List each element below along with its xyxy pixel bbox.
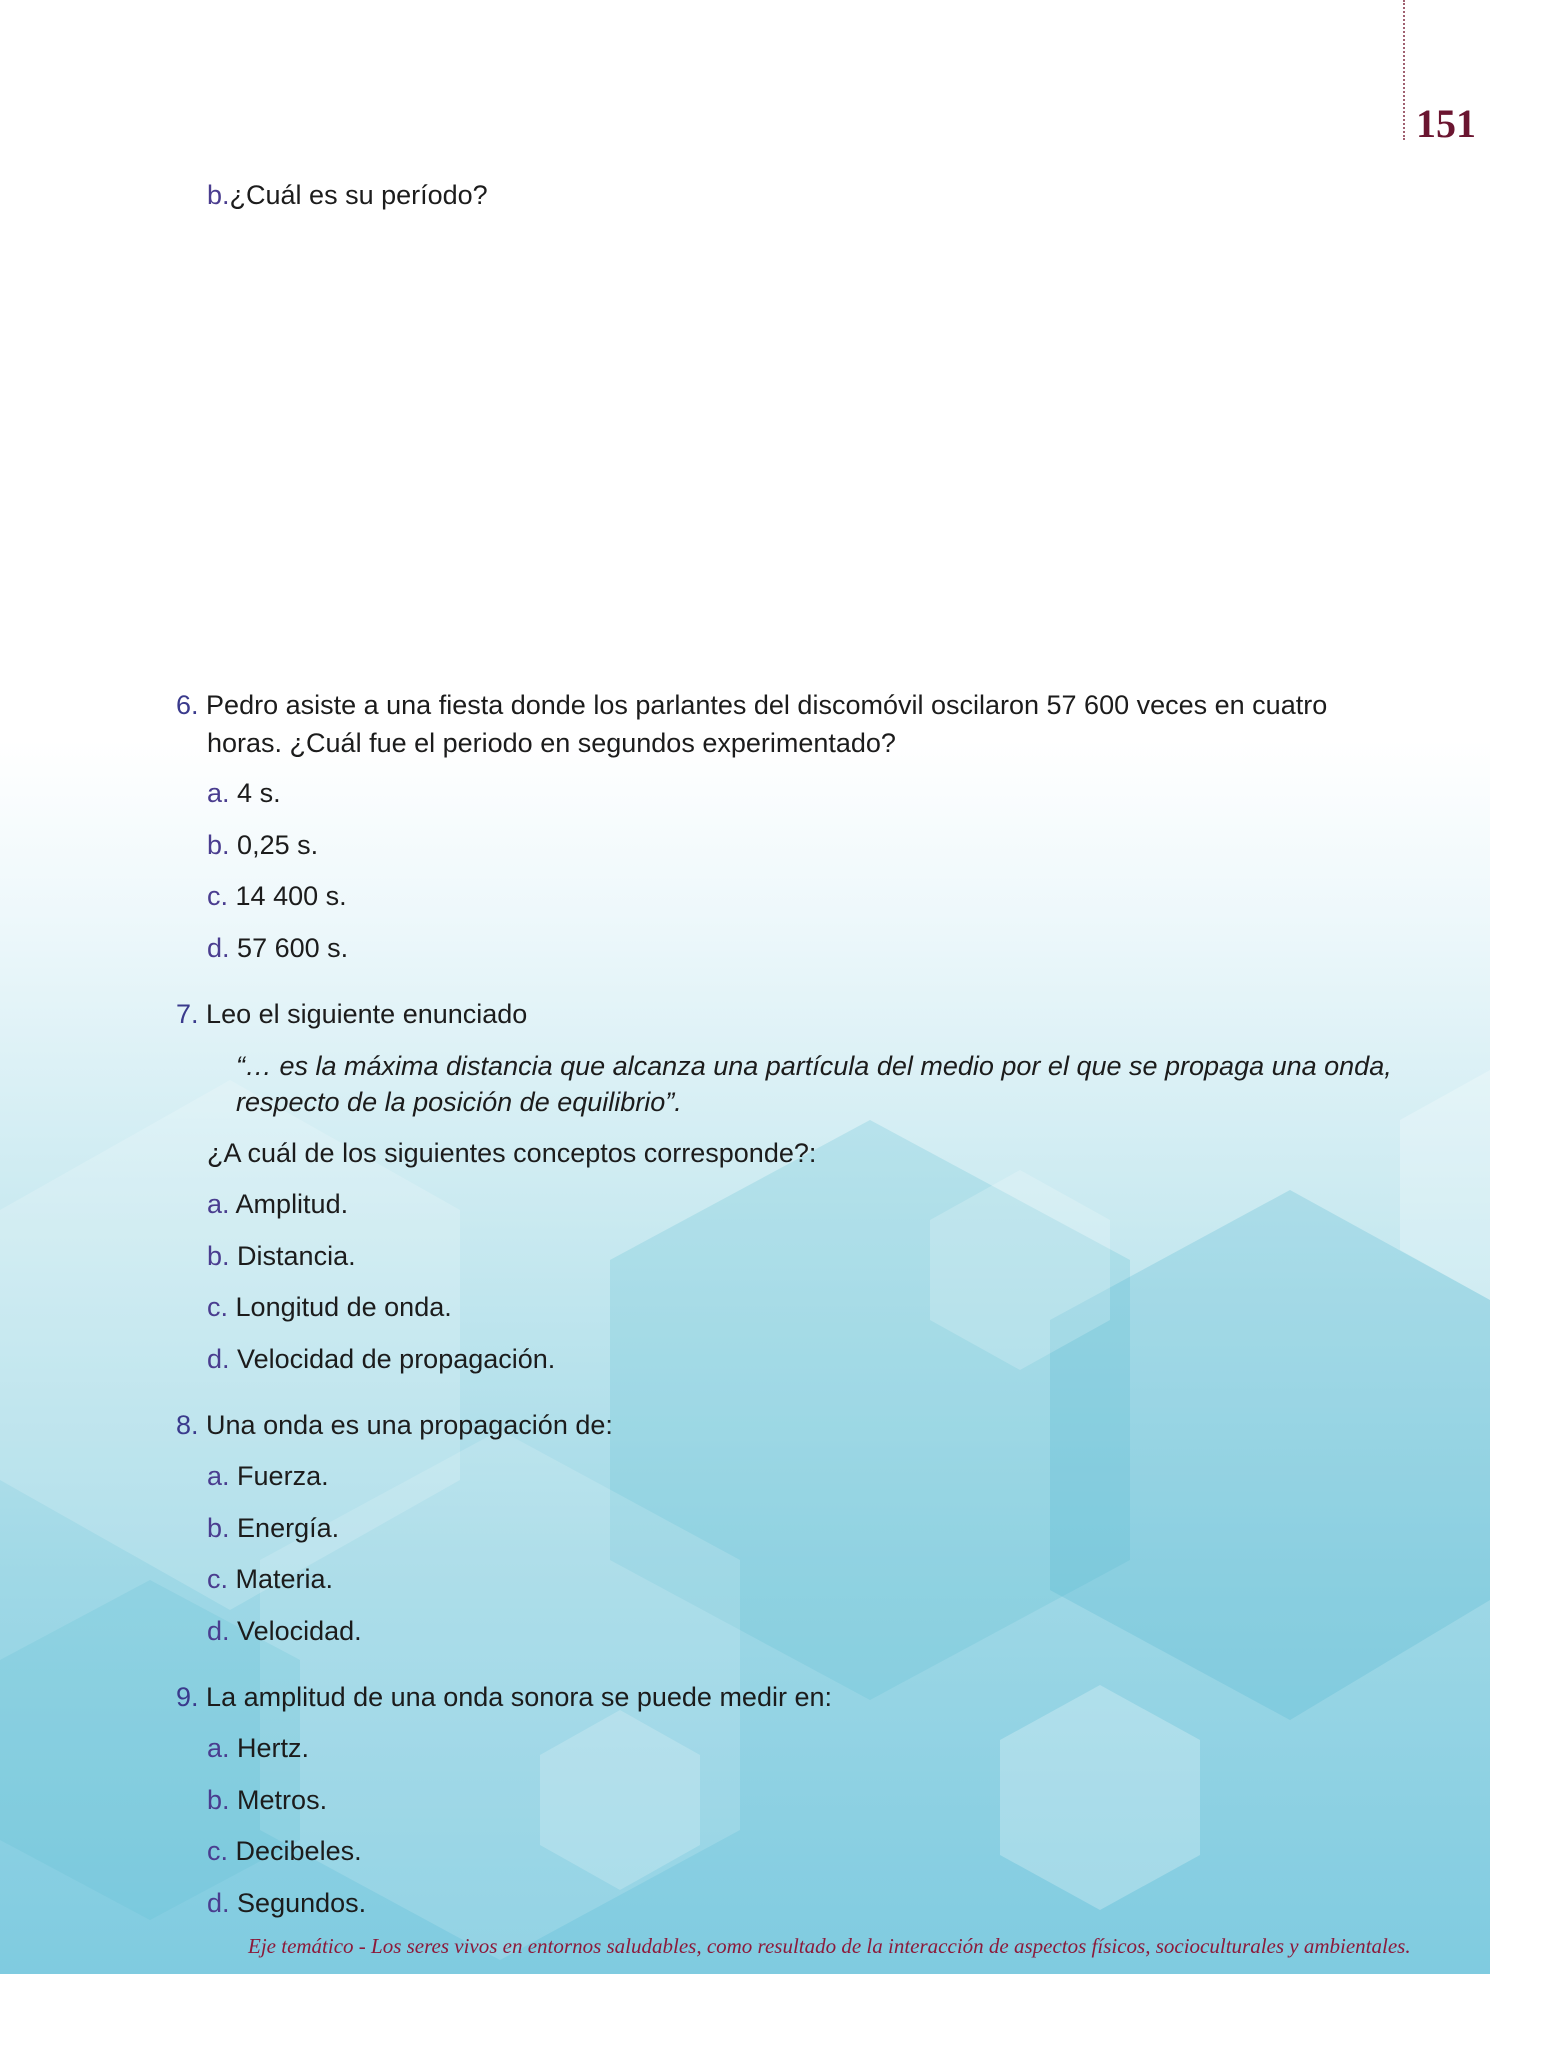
question-text: Leo el siguiente enunciado	[206, 999, 528, 1029]
question-number: 9.	[176, 1682, 199, 1712]
question-text: La amplitud de una onda sonora se puede medir en:	[206, 1682, 832, 1712]
option-text: Segundos.	[237, 1888, 367, 1918]
option-text: 4 s.	[237, 778, 281, 808]
option-letter: b.	[207, 180, 230, 210]
question-7	[176, 995, 527, 1033]
option-letter: b.	[207, 830, 230, 860]
option	[207, 1288, 452, 1326]
option-text: Materia.	[235, 1564, 334, 1594]
option-text: Distancia.	[237, 1241, 356, 1271]
option-text: ¿Cuál es su período?	[229, 180, 488, 210]
option-text: Velocidad de propagación.	[237, 1344, 556, 1374]
quote-line: respecto de la posición de equilibrio”.	[236, 1087, 682, 1117]
question-text: horas. ¿Cuál fue el periodo en segundos experimentado?	[207, 728, 896, 758]
option-letter: d.	[207, 1616, 230, 1646]
option-letter: b.	[207, 1241, 230, 1271]
option-text: 14 400 s.	[235, 881, 347, 911]
option-text: 0,25 s.	[237, 830, 319, 860]
option-letter: c.	[207, 1836, 229, 1866]
question-6-continued	[207, 724, 896, 762]
question-9	[176, 1678, 832, 1716]
option-text: Metros.	[237, 1785, 328, 1815]
option	[207, 1832, 362, 1870]
option-letter: a.	[207, 778, 230, 808]
option	[207, 826, 318, 864]
option-letter: a.	[207, 1461, 230, 1491]
question-text: Pedro asiste a una fiesta donde los parlantes del discomóvil oscilaron 57 600 veces en cuatro	[206, 690, 1328, 720]
question-prompt: ¿A cuál de los siguientes conceptos corresponde?:	[207, 1138, 817, 1168]
option-letter: d.	[207, 933, 230, 963]
option	[207, 1781, 327, 1819]
option-letter: d.	[207, 1344, 230, 1374]
question-8	[176, 1406, 613, 1444]
option	[207, 1560, 333, 1598]
question-number: 7.	[176, 999, 199, 1029]
top-question	[207, 176, 488, 214]
option	[207, 1509, 339, 1547]
option	[207, 1457, 329, 1495]
option-letter: d.	[207, 1888, 230, 1918]
option-text: Longitud de onda.	[235, 1292, 452, 1322]
option-text: Hertz.	[237, 1733, 310, 1763]
option	[207, 1612, 362, 1650]
option-letter: c.	[207, 881, 229, 911]
option-letter: a.	[207, 1733, 230, 1763]
option-text: Energía.	[237, 1513, 340, 1543]
option-letter: b.	[207, 1513, 230, 1543]
option	[207, 1729, 309, 1767]
option	[207, 877, 347, 915]
option-letter: c.	[207, 1292, 229, 1322]
option-text: Decibeles.	[235, 1836, 362, 1866]
quote-line: “… es la máxima distancia que alcanza una partícula del medio por el que se propaga una onda,	[236, 1051, 1392, 1081]
option-text: Amplitud.	[235, 1189, 349, 1219]
option-text: Velocidad.	[237, 1616, 362, 1646]
option-letter: a.	[207, 1189, 230, 1219]
option	[207, 1237, 356, 1275]
page-number: 151	[1416, 101, 1476, 146]
question-text: Una onda es una propagación de:	[206, 1410, 613, 1440]
option-letter: c.	[207, 1564, 229, 1594]
option	[207, 1185, 348, 1223]
option	[207, 1340, 555, 1378]
option	[207, 1884, 366, 1922]
option	[207, 774, 281, 812]
footer-caption: Eje temático - Los seres vivos en entornos saludables, como resultado de la interacción de aspectos físicos, socioculturales y ambientales.	[248, 1934, 1411, 1958]
question-6	[176, 686, 1327, 724]
option-letter: b.	[207, 1785, 230, 1815]
option	[207, 929, 348, 967]
question-number: 8.	[176, 1410, 199, 1440]
option-text: Fuerza.	[237, 1461, 329, 1491]
option-text: 57 600 s.	[237, 933, 349, 963]
question-number: 6.	[176, 690, 199, 720]
header-divider	[1403, 0, 1405, 140]
